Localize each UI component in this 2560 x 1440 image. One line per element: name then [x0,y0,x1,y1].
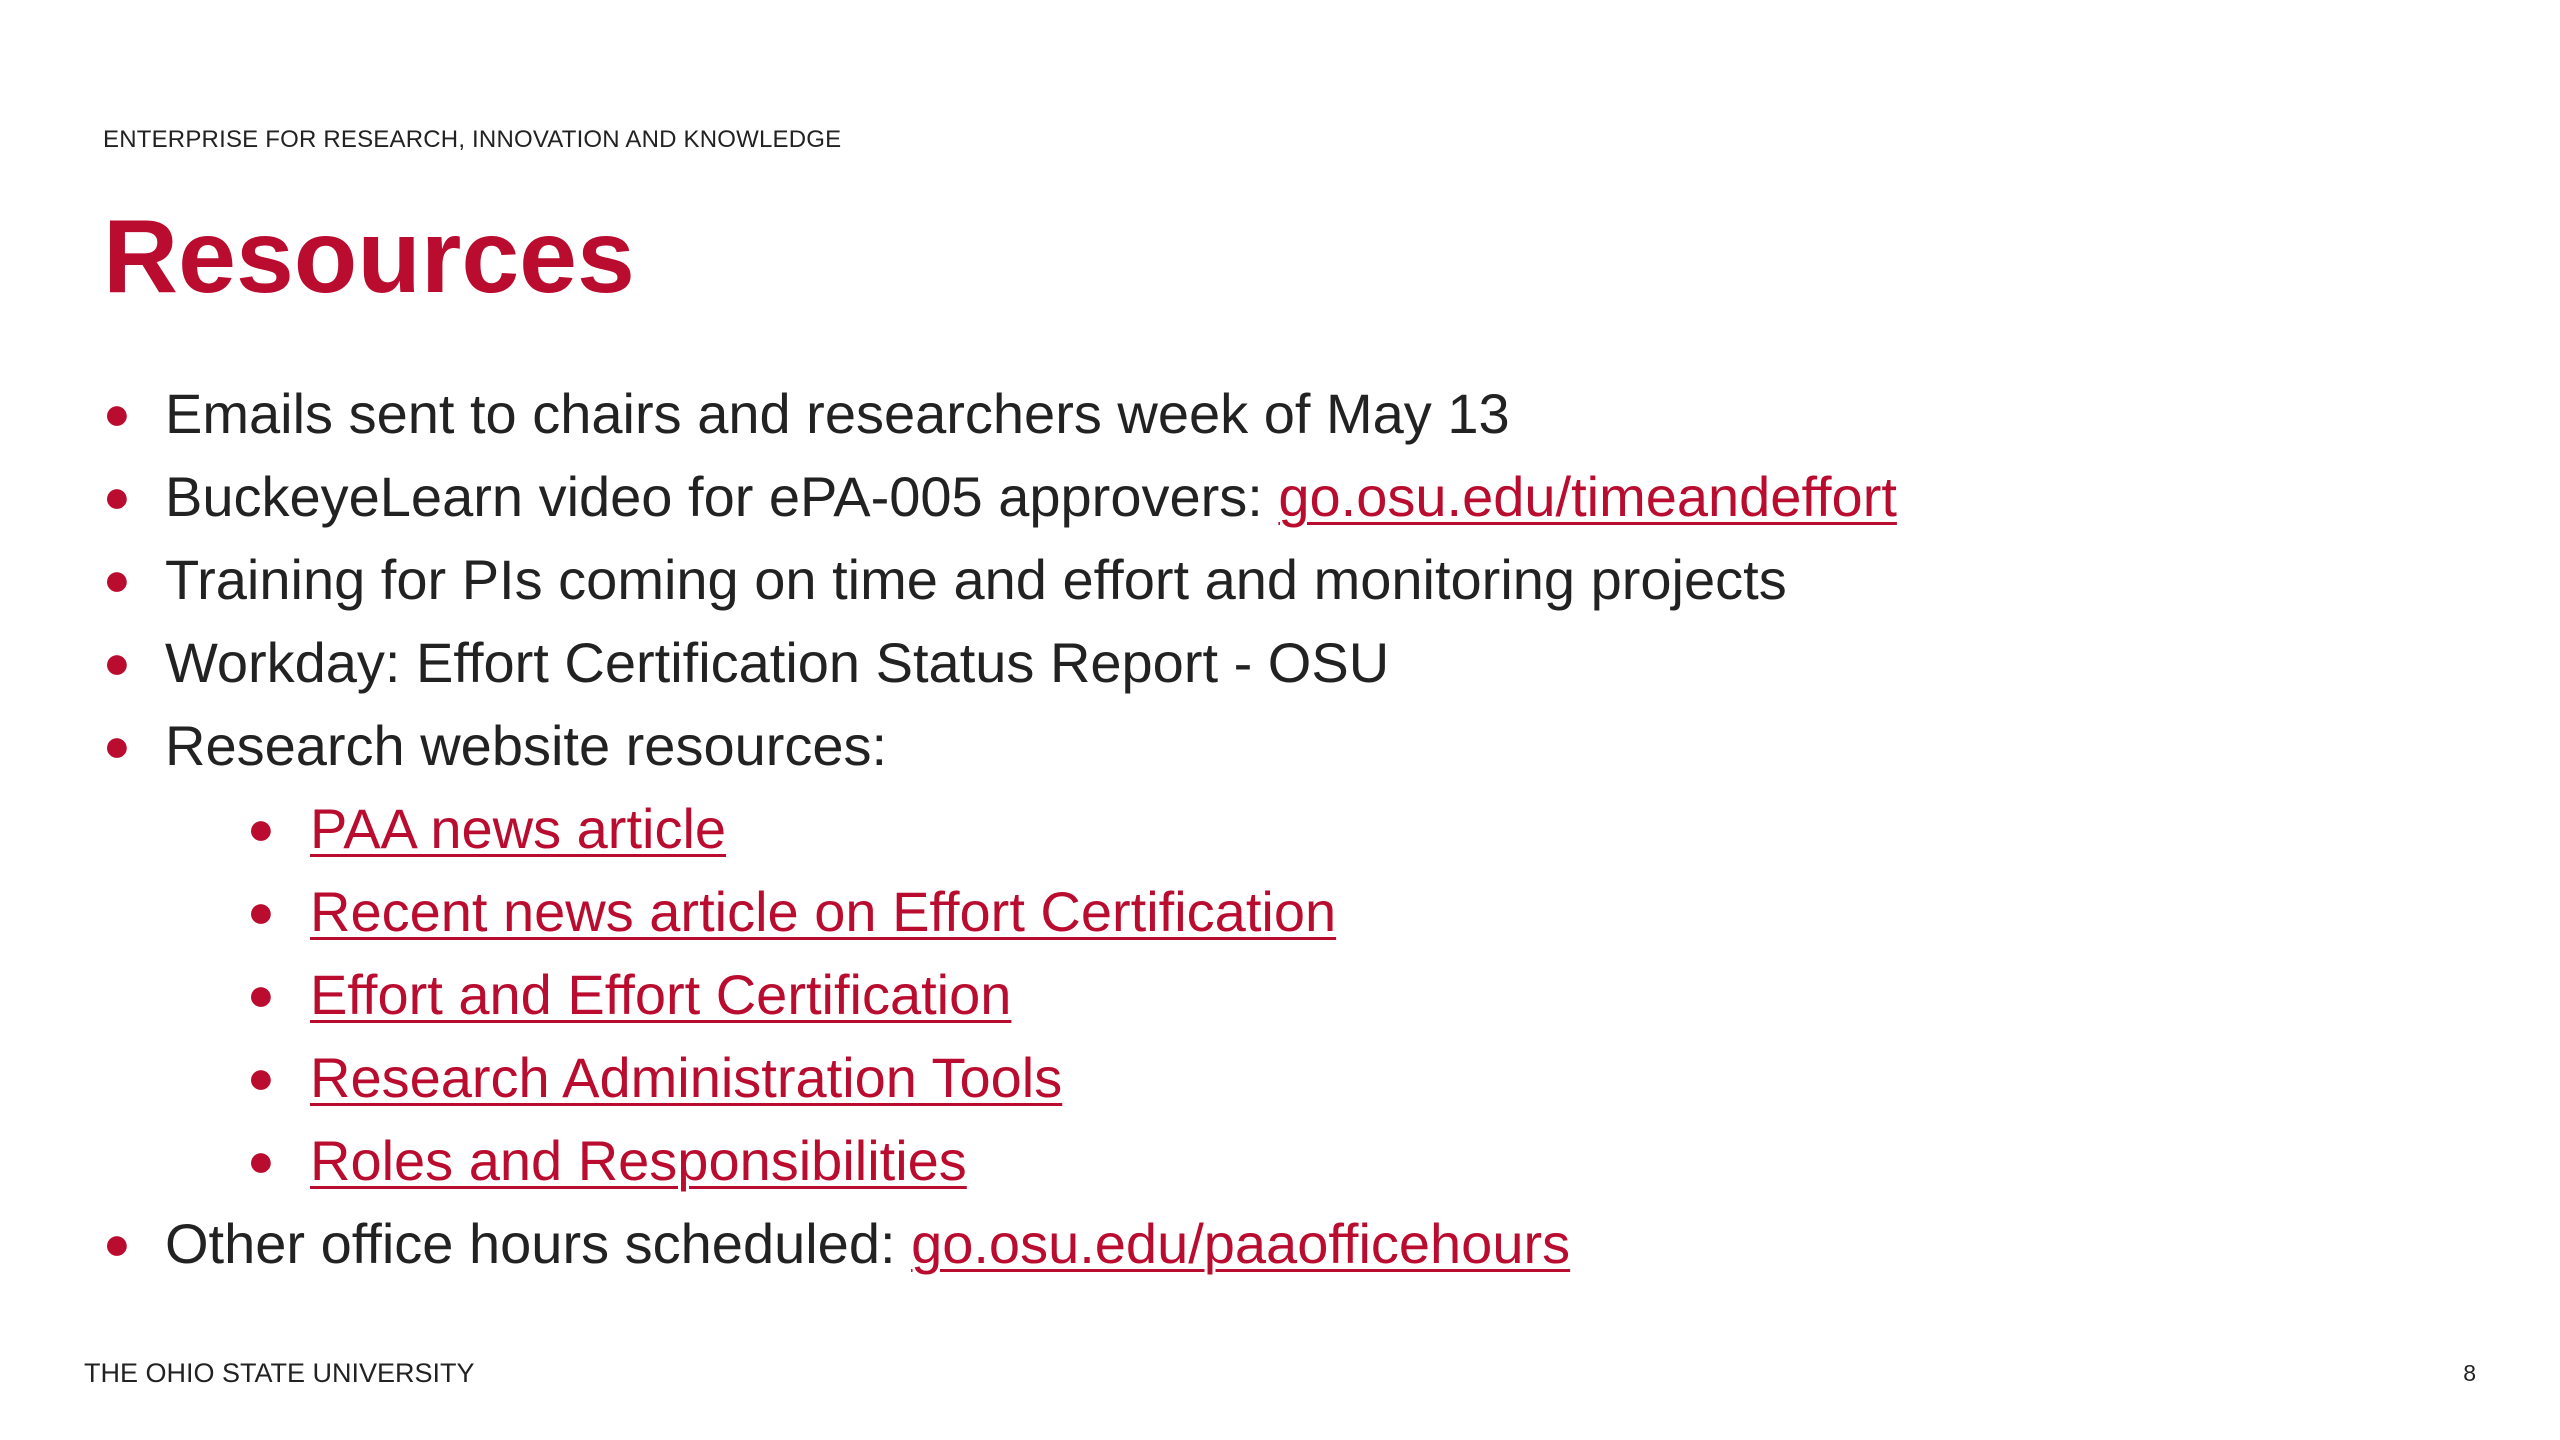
bullet-dot-icon: ● [247,1134,275,1186]
bullet-text: BuckeyeLearn video for ePA-005 approvers: [165,465,1279,528]
page-number: 8 [2463,1360,2476,1386]
bullet-item-workday [103,621,2403,704]
bullet-dot-icon: ● [247,802,275,854]
paaofficehours-link[interactable]: go.osu.edu/paaofficehours [911,1212,1571,1275]
sub-bullet-paa-news [103,787,2403,870]
bullet-dot-icon: ● [247,885,275,937]
org-header: ENTERPRISE FOR RESEARCH, INNOVATION AND KNOWLEDGE [103,126,842,153]
bullet-text: Workday: Effort Certification Status Report - OSU [165,631,1390,694]
bullet-text: Training for PIs coming on time and effort and monitoring projects [165,548,1787,611]
sub-bullet-roles [103,1119,2403,1202]
bullet-text: Emails sent to chairs and researchers week of May 13 [165,382,1510,445]
bullet-dot-icon: ● [103,636,131,688]
bullet-item-training [103,538,2403,621]
bullet-item-buckeyelearn [103,455,2403,538]
slide-title: Resources [103,199,635,315]
bullet-dot-icon: ● [103,470,131,522]
bullet-text: Research website resources: [165,714,888,777]
recent-news-article-link[interactable]: Recent news article on Effort Certification [310,880,1337,943]
bullet-dot-icon: ● [247,968,275,1020]
sub-bullet-admin-tools [103,1036,2403,1119]
paa-news-article-link[interactable]: PAA news article [310,797,727,860]
bullet-text: Other office hours scheduled: [165,1212,912,1275]
roles-responsibilities-link[interactable]: Roles and Responsibilities [310,1129,967,1192]
sub-bullet-effort-certification [103,953,2403,1036]
bullet-item-research-website [103,704,2403,787]
footer-university: THE OHIO STATE UNIVERSITY [84,1358,475,1388]
bullet-list [103,372,2403,1285]
timeandeffort-link[interactable]: go.osu.edu/timeandeffort [1278,465,1897,528]
bullet-item-emails [103,372,2403,455]
bullet-dot-icon: ● [103,719,131,771]
sub-bullet-recent-news [103,870,2403,953]
bullet-item-office-hours [103,1202,2403,1285]
research-admin-tools-link[interactable]: Research Administration Tools [310,1046,1063,1109]
bullet-dot-icon: ● [103,1217,131,1269]
effort-certification-link[interactable]: Effort and Effort Certification [310,963,1012,1026]
bullet-dot-icon: ● [247,1051,275,1103]
bullet-dot-icon: ● [103,553,131,605]
bullet-dot-icon: ● [103,387,131,439]
